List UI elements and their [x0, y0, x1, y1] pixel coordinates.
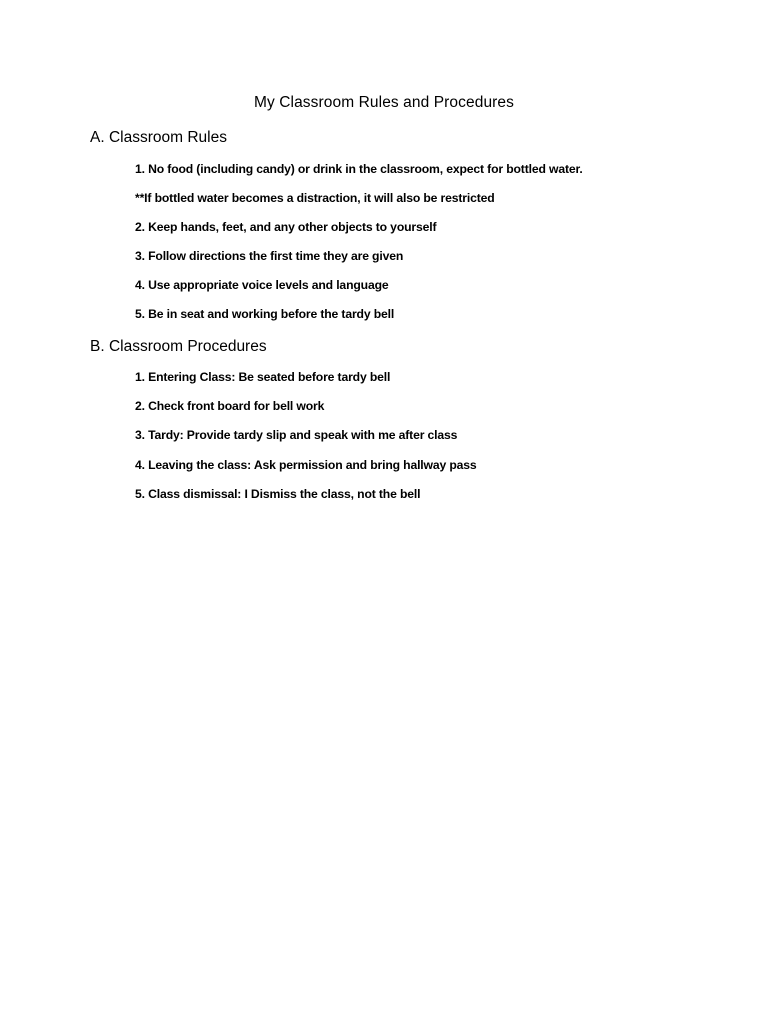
section-heading-classroom-rules: A. Classroom Rules [90, 129, 227, 146]
procedure-item-1: 1. Entering Class: Be seated before tardy bell [135, 370, 391, 384]
rule-item-2: 2. Keep hands, feet, and any other objects to yourself [135, 220, 437, 234]
section-heading-classroom-procedures: B. Classroom Procedures [90, 338, 267, 355]
rule-item-3: 3. Follow directions the first time they are given [135, 249, 404, 263]
rule-item-5: 5. Be in seat and working before the tardy bell [135, 307, 395, 321]
document-title: My Classroom Rules and Procedures [253, 94, 514, 111]
rule-item-1: 1. No food (including candy) or drink in the classroom, expect for bottled water. [135, 162, 583, 176]
procedure-item-2: 2. Check front board for bell work [135, 399, 325, 413]
rule-item-4: 4. Use appropriate voice levels and language [135, 278, 389, 292]
rule-note-bottled-water: **If bottled water becomes a distraction, it will also be restricted [135, 191, 495, 205]
procedure-item-4: 4. Leaving the class: Ask permission and bring hallway pass [135, 458, 477, 472]
procedure-item-3: 3. Tardy: Provide tardy slip and speak with me after class [135, 428, 458, 442]
procedure-item-5: 5. Class dismissal: I Dismiss the class, not the bell [135, 487, 421, 501]
